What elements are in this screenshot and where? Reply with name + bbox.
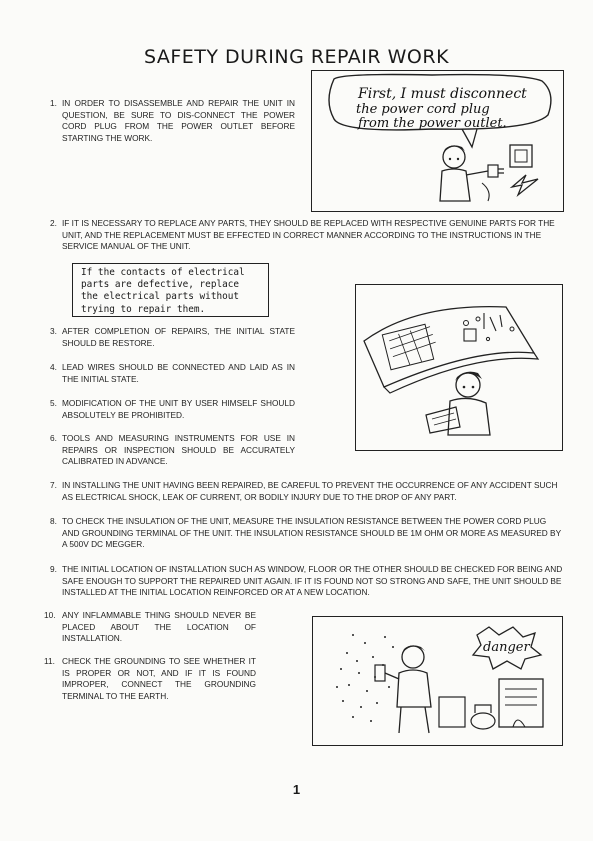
item-text: TO CHECK THE INSULATION OF THE UNIT, MEASURE THE INSULATION RESISTANCE BETWEEN THE POWER CORD PLUG AND GROUNDING TERMINAL OF THE UNIT. THE INSULATION RESISTANCE SHOULD BE 1M OHM OR MORE AS MEASURED BY A 500V DC MEGGER. (62, 516, 561, 550)
speech-line-1: First, I must disconnect (358, 86, 527, 102)
cartoon-technician-unplugging (312, 71, 563, 211)
page-title: SAFETY DURING REPAIR WORK (143, 46, 450, 68)
list-item (44, 656, 256, 702)
item-number: 9. (50, 564, 57, 574)
list-item (50, 98, 295, 144)
illustration-reading-manual (355, 284, 563, 451)
list-item (50, 362, 295, 385)
item-text: IN INSTALLING THE UNIT HAVING BEEN REPAIRED, BE CAREFUL TO PREVENT THE OCCURRENCE OF ANY ACCIDENT SUCH AS ELECTRICAL SHOCK, LEAK OF CURRENT, OR BODILY INJURY DUE TO THE DROP OF ANY PART. (62, 480, 558, 502)
item-number: 11. (44, 656, 55, 666)
item-number: 1. (50, 98, 57, 108)
item-number: 2. (50, 218, 57, 228)
item-number: 10. (44, 610, 56, 620)
list-item (50, 398, 295, 421)
item-number: 6. (50, 433, 57, 443)
item-number: 4. (50, 362, 57, 372)
list-item (50, 480, 565, 503)
list-item (50, 218, 565, 253)
item-text: ANY INFLAMMABLE THING SHOULD NEVER BE PLACED ABOUT THE LOCATION OF INSTALLATION. (62, 610, 256, 644)
page-number: 1 (292, 782, 301, 797)
item-number: 5. (50, 398, 57, 408)
note-line: If the contacts of electrical (81, 267, 245, 278)
note-line: the electrical parts without (81, 291, 240, 303)
list-item (50, 433, 295, 468)
speech-line-3: from the power outlet. (358, 116, 507, 131)
cartoon-technician-with-manual (356, 285, 562, 450)
warning-note-box (72, 263, 269, 317)
list-item (44, 610, 256, 645)
item-text: IN ORDER TO DISASSEMBLE AND REPAIR THE UNIT IN QUESTION, BE SURE TO DIS-CONNECT THE POWER CORD PLUG FROM THE POWER OUTLET BEFORE STARTING THE WORK. (62, 98, 295, 143)
item-text: TOOLS AND MEASURING INSTRUMENTS FOR USE IN REPAIRS OR INSPECTION SHOULD BE ACCURATELY CALIBRATED IN ADVANCE. (62, 433, 295, 467)
item-number: 7. (50, 480, 57, 490)
item-text: LEAD WIRES SHOULD BE CONNECTED AND LAID AS IN THE INITIAL STATE. (62, 362, 295, 384)
danger-label: danger (483, 640, 530, 655)
item-text: THE INITIAL LOCATION OF INSTALLATION SUCH AS WINDOW, FLOOR OR THE OTHER SHOULD BE CHECKED FOR BEING AND SAFE ENOUGH TO SUPPORT THE REPAIRED UNIT AGAIN. IF IT IS FOUND NOT SO STRONG AND SAFE, THE UNIT SHOULD BE INSTALLED AT THE INITIAL LOCATION REINFORCED OR AT A NEW LOCATION. (62, 564, 563, 598)
item-text: MODIFICATION OF THE UNIT BY USER HIMSELF SHOULD ABSOLUTELY BE PROHIBITED. (62, 398, 295, 420)
list-item (50, 516, 565, 551)
note-line: trying to repair them. (81, 303, 206, 315)
item-text: CHECK THE GROUNDING TO SEE WHETHER IT IS PROPER OR NOT, AND IF IT IS FOUND IMPROPER, CONNECT THE GROUNDING TERMINAL TO THE EARTH. (62, 656, 256, 701)
list-item (50, 564, 565, 599)
item-number: 3. (50, 326, 57, 336)
illustration-danger-spray (312, 616, 563, 746)
note-line: parts are defective, replace (81, 279, 240, 291)
speech-line-2: the power cord plug (356, 102, 490, 117)
item-text: AFTER COMPLETION OF REPAIRS, THE INITIAL STATE SHOULD BE RESTORE. (62, 326, 295, 348)
cartoon-aerosol-danger (313, 617, 562, 745)
item-text: IF IT IS NECESSARY TO REPLACE ANY PARTS, THEY SHOULD BE REPLACED WITH RESPECTIVE GENUINE PARTS FOR THE UNIT, AND THE REPLACEMENT MUST BE EFFECTED IN CORRECT MANNER ACCORDING TO THE INSTRUCTIONS IN THE SERVICE MANUAL OF THE UNIT. (62, 218, 555, 252)
item-number: 8. (50, 516, 57, 526)
list-item (50, 326, 295, 349)
illustration-disconnect-plug (311, 70, 564, 212)
